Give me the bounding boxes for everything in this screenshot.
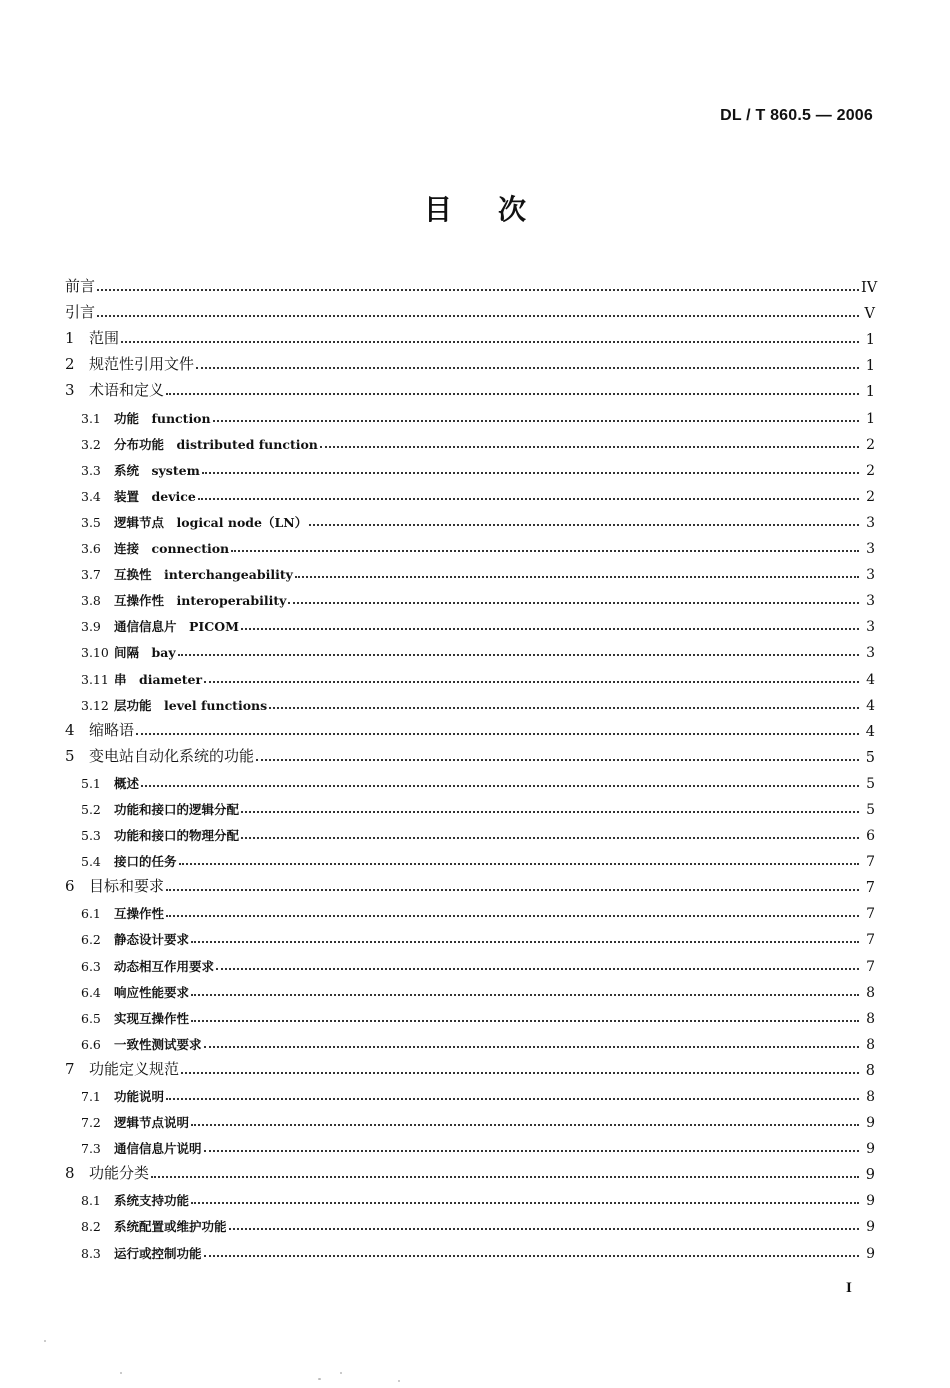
toc-entry-page: 9	[866, 1193, 875, 1210]
toc-entry-title: 实现互操作性	[114, 1010, 190, 1026]
toc-entry-title: 规范性引用文件	[89, 355, 195, 374]
dot-leader	[204, 1046, 859, 1048]
toc-entry-number: 1	[65, 329, 75, 348]
dot-leader	[256, 759, 859, 761]
dot-leader	[97, 315, 859, 317]
toc-entry-page: 9	[866, 1245, 875, 1262]
toc-entry-title: 功能定义规范	[89, 1059, 180, 1078]
title-char-1: 目	[423, 193, 452, 226]
toc-entry-page: V	[864, 306, 875, 323]
toc-entry-page: 2	[866, 436, 875, 453]
toc-entry-page: 1	[865, 358, 875, 375]
toc-entry-title: 功能和接口的物理分配	[114, 828, 240, 844]
dot-leader	[295, 576, 859, 578]
toc-entry-page: 4	[866, 671, 875, 688]
toc-entry	[65, 583, 875, 609]
toc-entry-number: 3.5	[81, 514, 101, 530]
dot-leader	[216, 968, 859, 970]
toc-entry-page: 3	[866, 645, 875, 662]
toc-entry-number: 6.3	[81, 958, 101, 974]
toc-entry	[65, 844, 875, 870]
toc-entry-number: 7	[65, 1059, 75, 1078]
dot-leader	[213, 420, 859, 422]
page-number: I	[846, 1280, 852, 1296]
dot-leader	[202, 472, 859, 474]
toc-entry-number: 7.3	[81, 1141, 101, 1157]
dot-leader	[196, 367, 859, 369]
toc-entry-page: 3	[866, 541, 875, 558]
toc-entry	[65, 635, 875, 661]
toc-entry-number: 3.11	[81, 671, 109, 687]
dot-leader	[309, 524, 859, 526]
dot-leader	[121, 341, 859, 343]
toc-entry	[65, 505, 875, 531]
toc-entry-title: 一致性测试要求	[114, 1036, 202, 1052]
toc-entry-page: 1	[865, 384, 875, 401]
toc-entry-number: 3.6	[81, 541, 101, 557]
toc-entry-number: 3.12	[81, 697, 109, 713]
toc-entry-title: 通信信息片说明	[114, 1141, 202, 1157]
dot-leader	[320, 446, 859, 448]
toc-entry-page: 8	[866, 1010, 875, 1027]
toc-entry-page: 1	[866, 410, 875, 427]
dot-leader	[166, 393, 859, 395]
toc-entry-title: 概述	[114, 775, 140, 791]
toc-entry-number: 7.2	[81, 1115, 101, 1131]
toc-entry-number: 8.2	[81, 1219, 101, 1235]
toc-entry-number: 6.5	[81, 1010, 101, 1026]
toc-entry-page: 2	[866, 462, 875, 479]
toc-entry-number: 5.4	[81, 854, 101, 870]
toc-entry-number: 3.2	[81, 436, 101, 452]
toc-entry	[65, 1001, 875, 1027]
toc-entry-title: 互换性 interchangeability	[114, 567, 293, 583]
toc-entry-page: IV	[861, 280, 878, 297]
toc-entry	[65, 1079, 875, 1105]
toc-entry-title: 范围	[89, 329, 120, 348]
toc-entry-title: 目标和要求	[89, 877, 165, 896]
toc-entry	[65, 766, 875, 792]
toc-entry	[65, 896, 875, 922]
toc-entry-page: 8	[865, 1062, 875, 1079]
toc-entry-number: 3.8	[81, 593, 101, 609]
toc-entry-title: 前言	[65, 277, 96, 296]
toc-entry-title: 装置 device	[114, 488, 196, 504]
standard-code: DL / T 860.5 — 2006	[720, 107, 873, 124]
toc-entry	[65, 1209, 875, 1235]
dot-leader	[198, 498, 859, 500]
toc-entry-title: 功能 function	[114, 410, 211, 426]
toc-entry-title: 静态设计要求	[114, 932, 190, 948]
toc-entry-title: 系统 system	[114, 462, 200, 478]
toc-entry-number: 3.1	[81, 410, 101, 426]
toc-entry	[65, 870, 875, 896]
toc-entry-page: 6	[866, 828, 875, 845]
toc-entry-page: 8	[866, 984, 875, 1001]
toc-entry-title: 缩略语	[89, 720, 135, 739]
toc-entry-number: 3.4	[81, 488, 101, 504]
toc-entry-title: 通信信息片 PICOM	[114, 619, 239, 635]
toc-entry	[65, 1053, 875, 1079]
toc-entry-number: 6.1	[81, 906, 101, 922]
toc-entry-number: 5.1	[81, 775, 101, 791]
page-title	[0, 188, 950, 228]
toc-entry-number: 6.2	[81, 932, 101, 948]
toc-entry-page: 7	[866, 932, 875, 949]
toc-entry	[65, 296, 875, 322]
toc-entry	[65, 740, 875, 766]
toc-entry	[65, 1157, 875, 1183]
dot-leader	[191, 1020, 859, 1022]
dot-leader	[141, 785, 859, 787]
toc-entry-number: 8	[65, 1164, 75, 1183]
toc-entry-title: 互操作性	[114, 906, 165, 922]
toc-entry-number: 4	[65, 720, 75, 739]
dot-leader	[288, 602, 859, 604]
toc-entry-number: 3.9	[81, 619, 101, 635]
toc-entry	[65, 453, 875, 479]
toc-entry-title: 系统支持功能	[114, 1193, 190, 1209]
toc-entry-number: 2	[65, 355, 75, 374]
toc-entry	[65, 609, 875, 635]
dot-leader	[191, 994, 859, 996]
toc-entry-title: 接口的任务	[114, 854, 177, 870]
dot-leader	[166, 1098, 859, 1100]
toc-entry-number: 5.3	[81, 828, 101, 844]
toc-entry-page: 8	[866, 1036, 875, 1053]
toc-entry-page: 5	[865, 749, 875, 766]
dot-leader	[204, 1255, 859, 1257]
dot-leader	[204, 1150, 859, 1152]
dot-leader	[166, 915, 859, 917]
toc-entry-number: 6.4	[81, 984, 101, 1000]
dot-leader	[269, 707, 859, 709]
toc-entry	[65, 661, 875, 687]
dot-leader	[151, 1176, 859, 1178]
dot-leader	[166, 889, 859, 891]
toc-entry-title: 分布功能 distributed function	[114, 436, 318, 452]
dot-leader	[241, 628, 859, 630]
toc-entry-number: 3.3	[81, 462, 101, 478]
toc-entry-page: 7	[866, 958, 875, 975]
toc-entry	[65, 400, 875, 426]
toc-entry-title: 动态相互作用要求	[114, 958, 215, 974]
toc-entry-page: 2	[866, 488, 875, 505]
toc-entry-page: 4	[865, 723, 875, 740]
toc-entry	[65, 427, 875, 453]
toc-entry-page: 9	[866, 1141, 875, 1158]
toc-entry-title: 响应性能要求	[114, 984, 190, 1000]
toc-entry-title: 运行或控制功能	[114, 1245, 202, 1261]
toc-entry-title: 逻辑节点 logical node（LN）	[114, 514, 308, 530]
dot-leader	[181, 1072, 859, 1074]
toc-entry-title: 变电站自动化系统的功能	[89, 746, 255, 765]
dot-leader	[191, 941, 859, 943]
toc-entry	[65, 688, 875, 714]
toc-entry-page: 5	[866, 775, 875, 792]
dot-leader	[229, 1228, 859, 1230]
toc-entry-page: 9	[865, 1167, 875, 1184]
toc-entry-number: 3.10	[81, 645, 109, 661]
toc-entry-page: 7	[866, 906, 875, 923]
toc-entry-number: 8.3	[81, 1245, 101, 1261]
toc-entry-number: 3.7	[81, 567, 101, 583]
toc-entry-number: 6	[65, 877, 75, 896]
toc-entry-number: 5.2	[81, 801, 101, 817]
dot-leader	[179, 863, 859, 865]
toc-entry	[65, 975, 875, 1001]
toc-entry-page: 3	[866, 567, 875, 584]
toc-entry	[65, 270, 878, 297]
toc-entry-page: 7	[865, 880, 875, 897]
toc-entry-page: 8	[866, 1089, 875, 1105]
toc-entry-page: 4	[866, 697, 875, 714]
toc-entry-title: 连接 connection	[114, 541, 230, 557]
toc-entry	[65, 818, 875, 844]
toc-entry-title: 引言	[65, 303, 96, 322]
toc-entry-title: 术语和定义	[89, 381, 165, 400]
toc-entry	[65, 348, 875, 374]
toc-entry	[65, 531, 875, 557]
dot-leader	[136, 733, 859, 735]
toc-entry-number: 5	[65, 746, 75, 765]
toc-entry-title: 功能分类	[89, 1164, 150, 1183]
dot-leader	[191, 1202, 859, 1204]
toc-entry	[65, 1183, 875, 1209]
dot-leader	[241, 811, 859, 813]
toc-entry-title: 功能和接口的逻辑分配	[114, 801, 240, 817]
toc-entry-number: 7.1	[81, 1089, 101, 1104]
toc-entry	[65, 557, 875, 583]
toc-entry-page: 3	[866, 514, 875, 531]
toc-entry	[65, 714, 875, 740]
toc-entry-page: 9	[866, 1115, 875, 1132]
toc-entry	[65, 1027, 875, 1053]
table-of-contents	[65, 270, 878, 1262]
title-char-2: 次	[498, 193, 527, 226]
toc-entry-page: 7	[866, 854, 875, 871]
toc-entry-title: 系统配置或维护功能	[114, 1219, 227, 1235]
toc-entry-number: 6.6	[81, 1036, 101, 1052]
toc-entry-page: 9	[866, 1219, 875, 1236]
dot-leader	[231, 550, 859, 552]
toc-entry-title: 间隔 bay	[114, 645, 176, 661]
toc-entry	[65, 322, 875, 348]
dot-leader	[178, 654, 859, 656]
toc-entry	[65, 374, 875, 400]
toc-entry-title: 逻辑节点说明	[114, 1115, 190, 1131]
toc-entry	[65, 922, 875, 948]
toc-entry-title: 串 diameter	[114, 671, 203, 687]
toc-entry	[65, 1131, 875, 1157]
toc-entry	[65, 1105, 875, 1131]
dot-leader	[241, 837, 859, 839]
dot-leader	[204, 681, 859, 683]
toc-entry	[65, 792, 875, 818]
toc-entry-title: 互操作性 interoperability	[114, 593, 287, 609]
toc-entry-page: 5	[866, 801, 875, 818]
toc-entry-title: 功能说明	[114, 1089, 165, 1104]
toc-entry	[65, 479, 875, 505]
dot-leader	[191, 1124, 859, 1126]
toc-entry-number: 8.1	[81, 1193, 101, 1209]
toc-entry-title: 层功能 level functions	[114, 697, 268, 713]
toc-entry-page: 3	[866, 593, 875, 610]
toc-entry-page: 3	[866, 619, 875, 636]
toc-entry	[65, 1235, 875, 1261]
toc-entry-page: 1	[865, 332, 875, 349]
dot-leader	[97, 289, 859, 291]
toc-entry	[65, 948, 875, 974]
toc-entry-number: 3	[65, 381, 75, 400]
